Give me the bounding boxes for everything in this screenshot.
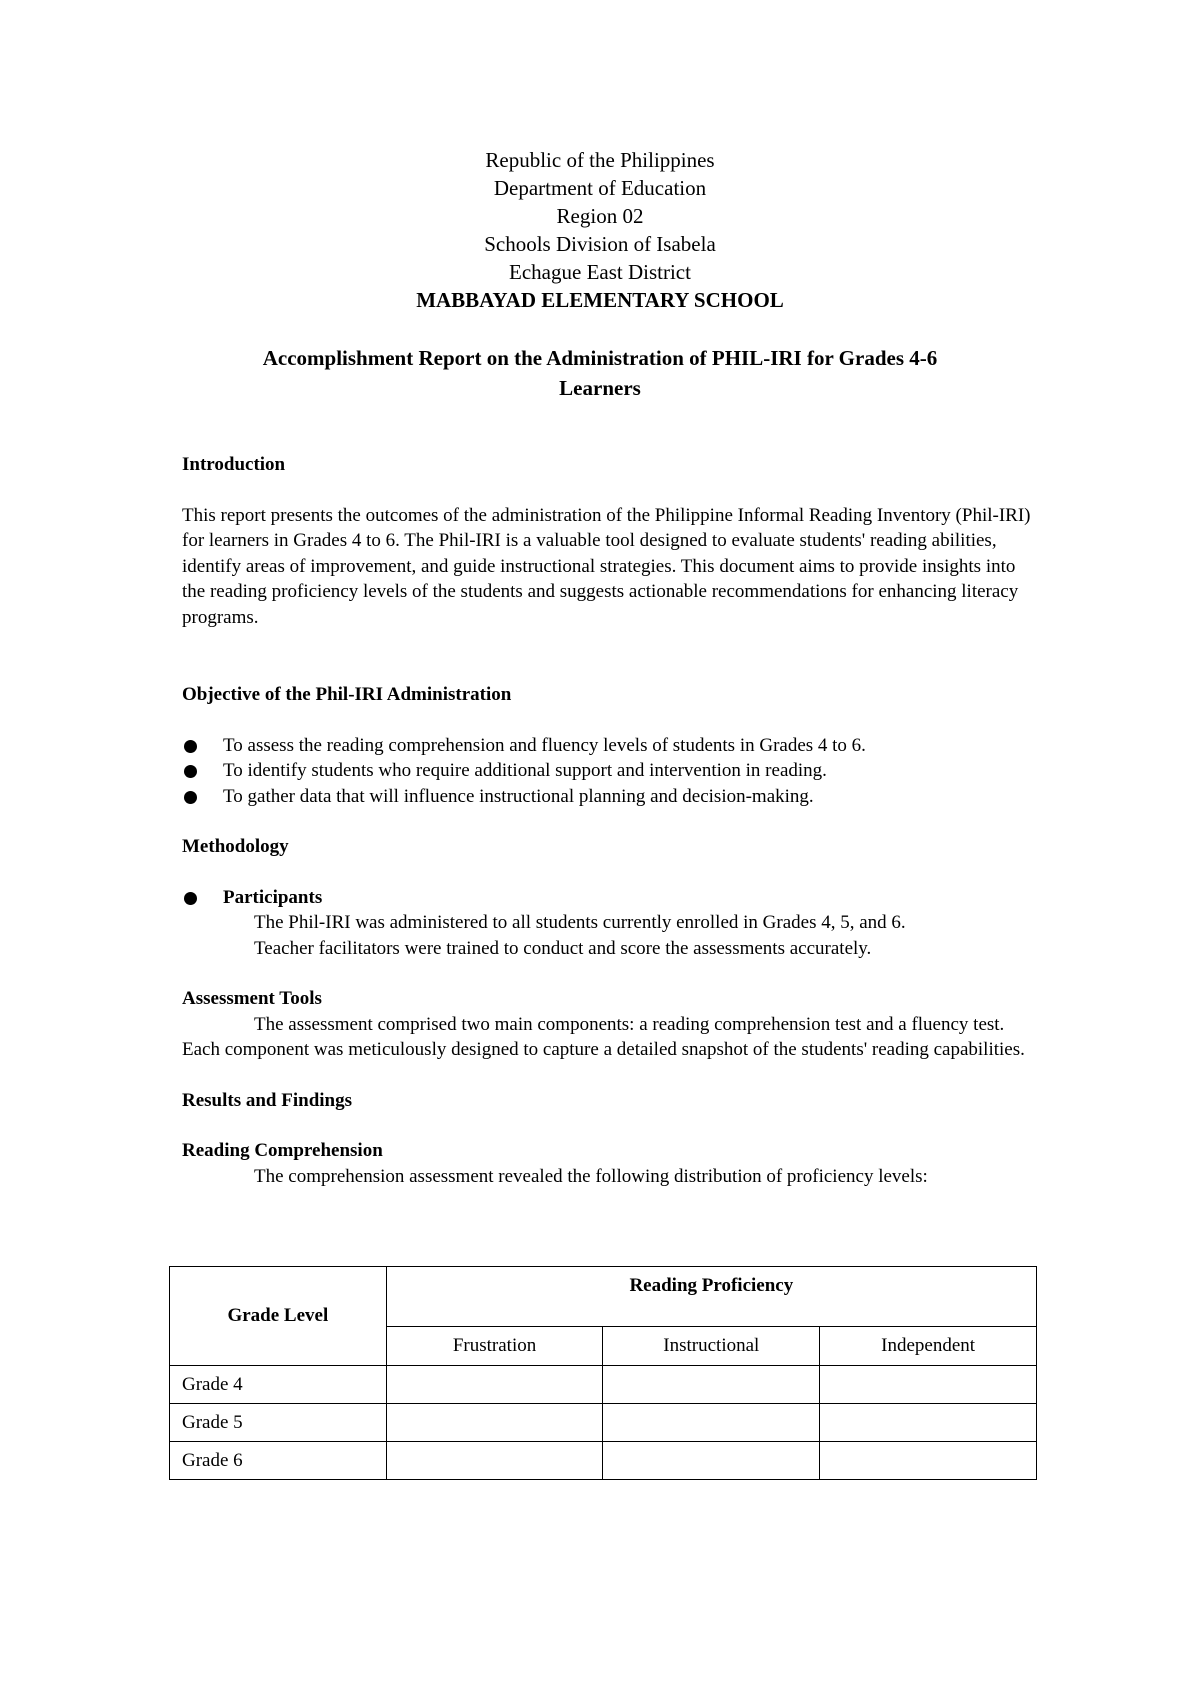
methodology-heading: Methodology xyxy=(182,836,289,857)
letterhead xyxy=(0,146,1200,314)
list-item: To assess the reading comprehension and fluency levels of students in Grades 4 to 6. xyxy=(182,733,1042,759)
report-title-line2: Learners xyxy=(559,376,641,400)
table-cell xyxy=(386,1404,603,1442)
report-title xyxy=(0,343,1200,403)
reading-comprehension-paragraph: The comprehension assessment revealed the following distribution of proficiency levels: xyxy=(254,1165,928,1187)
bullet-icon xyxy=(184,765,197,778)
header-line-republic: Republic of the Philippines xyxy=(485,148,715,172)
methodology-list xyxy=(182,885,1042,911)
table-cell xyxy=(386,1442,603,1480)
table-row xyxy=(170,1404,1037,1442)
introduction-heading: Introduction xyxy=(182,454,286,475)
header-line-department: Department of Education xyxy=(493,176,707,200)
column-header-independent: Independent xyxy=(820,1327,1037,1366)
table-cell xyxy=(603,1442,820,1480)
header-line-region: Region 02 xyxy=(556,204,644,228)
introduction-paragraph: This report presents the outcomes of the administration of the Philippine Informal Reading Inventory (Phil-IRI) for learners in Grades 4 to 6. The Phil-IRI is a valuable tool designed to evaluate students' reading abilities, identify areas of improvement, and guide instructional strategies. This document aims to provide insights into the reading proficiency levels of the students and suggests actionable recommendations for enhancing literacy programs. xyxy=(182,504,1031,628)
list-item: To gather data that will influence instructional planning and decision-making. xyxy=(182,784,1042,810)
bullet-icon xyxy=(184,892,197,905)
table-cell xyxy=(603,1366,820,1404)
grade-cell: Grade 6 xyxy=(170,1442,387,1480)
list-item: To identify students who require additional support and intervention in reading. xyxy=(182,758,1042,784)
assessment-tools-heading: Assessment Tools xyxy=(182,988,322,1009)
report-body xyxy=(182,452,1042,1189)
school-name: MABBAYAD ELEMENTARY SCHOOL xyxy=(416,288,784,312)
grade-cell: Grade 5 xyxy=(170,1404,387,1442)
column-header-instructional: Instructional xyxy=(603,1327,820,1366)
table-row xyxy=(170,1442,1037,1480)
table-cell xyxy=(820,1404,1037,1442)
bullet-icon xyxy=(184,740,197,753)
table-cell xyxy=(386,1366,603,1404)
assessment-tools-paragraph: The assessment comprised two main components: a reading comprehension test and a fluency test. Each component was meticulously designed to capture a detailed snapshot of the students' reading capabilities. xyxy=(182,1013,1025,1060)
proficiency-table xyxy=(169,1266,1037,1480)
reading-proficiency-header: Reading Proficiency xyxy=(386,1267,1036,1327)
table-cell xyxy=(820,1442,1037,1480)
participants-text: The Phil-IRI was administered to all students currently enrolled in Grades 4, 5, and 6. Teacher facilitators were trained to conduct and score the assessments accurately. xyxy=(254,912,906,959)
results-heading: Results and Findings xyxy=(182,1089,353,1111)
participants-heading: Participants xyxy=(223,886,323,908)
reading-comprehension-heading: Reading Comprehension xyxy=(182,1140,383,1161)
grade-level-header: Grade Level xyxy=(170,1267,387,1366)
objective-heading: Objective of the Phil-IRI Administration xyxy=(182,684,512,705)
header-line-district: Echague East District xyxy=(509,260,691,284)
grade-cell: Grade 4 xyxy=(170,1366,387,1404)
table-cell xyxy=(820,1366,1037,1404)
bullet-icon xyxy=(184,791,197,804)
table-row xyxy=(170,1366,1037,1404)
table-cell xyxy=(603,1404,820,1442)
report-title-line1: Accomplishment Report on the Administration of PHIL-IRI for Grades 4-6 xyxy=(262,346,938,370)
column-header-frustration: Frustration xyxy=(386,1327,603,1366)
list-item xyxy=(182,885,1042,911)
objective-list xyxy=(182,733,1042,810)
header-line-division: Schools Division of Isabela xyxy=(484,232,716,256)
